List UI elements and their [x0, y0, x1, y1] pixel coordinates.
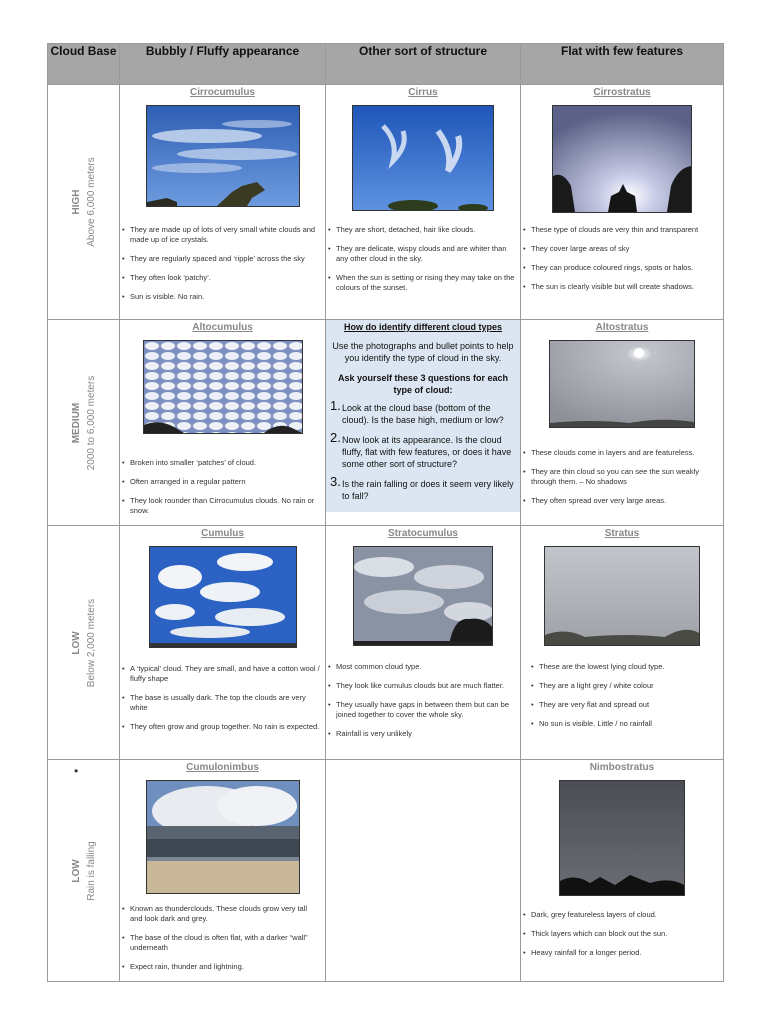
fact-item: • The sun is clearly visible but will create shadows. — [531, 282, 719, 292]
facts-list — [120, 664, 325, 732]
facts-list — [326, 662, 520, 739]
range-label: 2000 to 6,000 meters — [86, 375, 97, 470]
fact-item: • Thick layers which can block out the sun. — [531, 929, 719, 939]
level-label: LOW — [71, 858, 82, 883]
row-low-rain — [48, 760, 724, 982]
fact-item: • They often look ‘patchy’. — [130, 273, 321, 283]
side-medium — [48, 320, 120, 526]
fact-item: • The base is usually dark. The top the clouds are very white — [130, 693, 321, 713]
fact-item: • Expect rain, thunder and lightning. — [130, 962, 321, 972]
row-medium — [48, 320, 724, 526]
cumulonimbus-photo — [146, 780, 300, 894]
fact-item: • Heavy rainfall for a longer period. — [531, 948, 719, 958]
fact-item: • They often grow and group together. No rain is expected. — [130, 722, 321, 732]
cell-cirrocumulus — [120, 85, 326, 320]
cloud-title: Stratus — [604, 528, 640, 539]
question-item — [330, 398, 514, 426]
cell-cumulonimbus — [120, 760, 326, 982]
side-low-rain — [48, 760, 120, 982]
fact-item: • They are delicate, wispy clouds and are whiter than any other cloud in the sky. — [336, 244, 516, 264]
cirrocumulus-photo — [146, 105, 300, 207]
bullet-dot: • — [74, 764, 79, 778]
fact-item: • They are made up of lots of very small white clouds and made up of ice crystals. — [130, 225, 321, 245]
fact-item: • They are short, detached, hair like clouds. — [336, 225, 516, 235]
fact-item: • When the sun is setting or rising they may take on the colours of the sunset. — [336, 273, 516, 293]
fact-item: • They cover large areas of sky — [531, 244, 719, 254]
question-text: Now look at its appearance. Is the cloud fluffy, flat with few features, or does it have some other sort of structure? — [342, 435, 512, 469]
cloud-title: Nimbostratus — [589, 762, 655, 773]
fact-item: • Known as thunderclouds. These clouds grow very tall and look dark and grey. — [130, 904, 321, 924]
fact-item: • They are regularly spaced and ‘ripple’ across the sky — [130, 254, 321, 264]
question-text: Look at the cloud base (bottom of the cloud). Is the base high, medium or low? — [342, 403, 504, 425]
cloud-title: Altostratus — [595, 322, 649, 333]
fact-item: • A ‘typical’ cloud. They are small, and have a cotton wool / fluffy shape — [130, 664, 321, 684]
fact-item: • They are very flat and spread out — [539, 700, 719, 710]
cloud-title: Altocumulus — [192, 322, 253, 333]
range-label: Above 6,000 meters — [86, 157, 97, 247]
cell-nimbostratus — [521, 760, 724, 982]
question-item — [330, 430, 514, 470]
fact-item: • They look rounder than Cirrocumulus clouds. No rain or snow. — [130, 496, 321, 516]
cell-altostratus — [521, 320, 724, 526]
header-other-structure: Other sort of structure — [326, 44, 521, 85]
stratocumulus-photo — [353, 546, 493, 646]
cell-stratocumulus — [326, 526, 521, 760]
facts-list — [120, 458, 325, 516]
fact-item: • Sun is visible. No rain. — [130, 292, 321, 302]
fact-item: • Dark, grey featureless layers of cloud. — [531, 910, 719, 920]
fact-item: • They are a light grey / white colour — [539, 681, 719, 691]
row-high — [48, 85, 724, 320]
cloud-title: Stratocumulus — [387, 528, 458, 539]
facts-list — [521, 910, 723, 958]
cell-cirrostratus — [521, 85, 724, 320]
fact-item: • These clouds come in layers and are featureless. — [531, 448, 719, 458]
side-low — [48, 526, 120, 760]
cell-cumulus — [120, 526, 326, 760]
fact-item: • They look like cumulus clouds but are much flatter. — [336, 681, 516, 691]
info-title: How do identify different cloud types — [343, 322, 502, 332]
stratus-photo — [544, 546, 700, 646]
range-label: Rain is falling — [86, 840, 97, 901]
facts-list — [521, 448, 723, 506]
cloud-title: Cirrocumulus — [189, 87, 255, 98]
fact-item: • Most common cloud type. — [336, 662, 516, 672]
cumulus-photo — [149, 546, 297, 648]
header-bubbly: Bubbly / Fluffy appearance — [120, 44, 326, 85]
cell-info — [326, 320, 521, 526]
cirrus-photo — [352, 105, 494, 211]
cell-cirrus — [326, 85, 521, 320]
fact-item: • Often arranged in a regular pattern — [130, 477, 321, 487]
fact-item: • These type of clouds are very thin and transparent — [531, 225, 719, 235]
cell-altocumulus — [120, 320, 326, 526]
cloud-title: Cirrostratus — [593, 87, 651, 98]
facts-list — [120, 225, 325, 302]
cloud-title: Cumulus — [201, 528, 244, 539]
fact-item: • These are the lowest lying cloud type. — [539, 662, 719, 672]
fact-item: • No sun is visible. Little / no rainfall — [539, 719, 719, 729]
info-questions-heading: Ask yourself these 3 questions for each type of cloud: — [337, 373, 509, 395]
info-box — [326, 320, 520, 512]
question-number: 2. — [330, 430, 341, 445]
fact-item: • They usually have gaps in between them but can be joined together to cover the whole sky. — [336, 700, 516, 720]
level-label: MEDIUM — [71, 402, 82, 443]
cloud-types-table — [47, 43, 724, 982]
altocumulus-photo — [143, 340, 303, 434]
facts-list — [521, 662, 723, 729]
altostratus-photo — [549, 340, 695, 428]
header-flat: Flat with few features — [521, 44, 724, 85]
fact-item: • They often spread over very large areas. — [531, 496, 719, 506]
cirrostratus-photo — [552, 105, 692, 213]
info-intro: Use the photographs and bullet points to help you identify the type of cloud in the sky. — [332, 341, 514, 363]
cloud-title: Cirrus — [408, 87, 438, 98]
question-item — [330, 474, 514, 502]
questions-list — [330, 398, 514, 502]
facts-list — [521, 225, 723, 292]
level-label: LOW — [71, 630, 82, 655]
facts-list — [120, 904, 325, 972]
cell-stratus — [521, 526, 724, 760]
level-label: HIGH — [71, 189, 82, 215]
fact-item: • The base of the cloud is often flat, with a darker “wall” underneath — [130, 933, 321, 953]
header-row — [48, 44, 724, 85]
header-cloud-base: Cloud Base — [48, 44, 120, 85]
cell-empty — [326, 760, 521, 982]
question-number: 3. — [330, 474, 341, 489]
question-text: Is the rain falling or does it seem very likely to fall? — [342, 479, 514, 501]
fact-item: • Rainfall is very unlikely — [336, 729, 516, 739]
row-low — [48, 526, 724, 760]
side-high — [48, 85, 120, 320]
fact-item: • Broken into smaller ‘patches’ of cloud. — [130, 458, 321, 468]
facts-list — [326, 225, 520, 293]
nimbostratus-photo — [559, 780, 685, 896]
fact-item: • They can produce coloured rings, spots or halos. — [531, 263, 719, 273]
cloud-title: Cumulonimbus — [186, 762, 259, 773]
fact-item: • They are thin cloud so you can see the sun weakly through them. – No shadows — [531, 467, 719, 487]
question-number: 1. — [330, 398, 341, 413]
range-label: Below 2,000 meters — [86, 598, 97, 687]
